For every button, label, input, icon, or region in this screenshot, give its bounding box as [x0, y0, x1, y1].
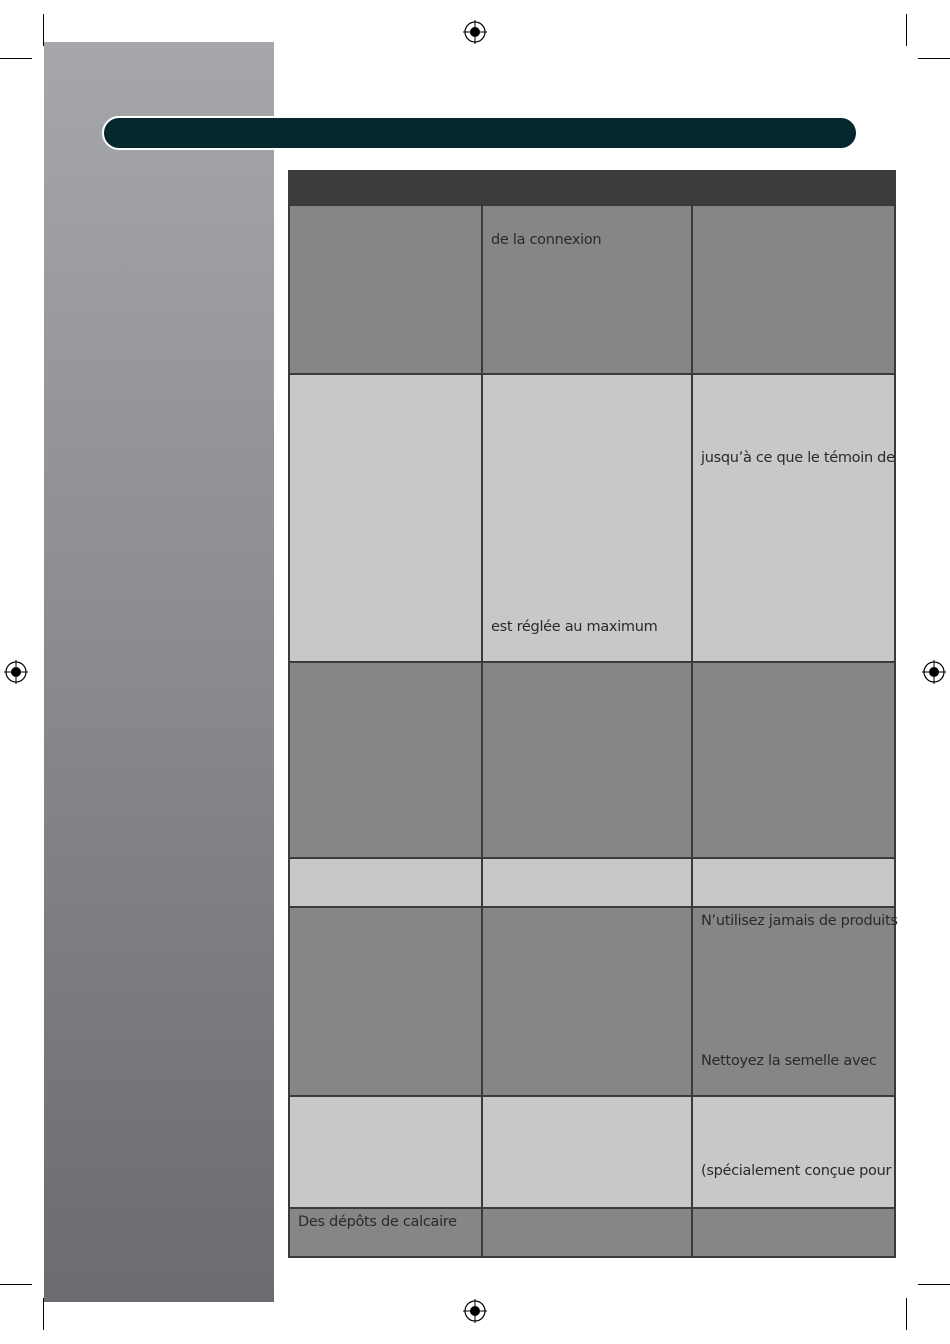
table-row: [289, 907, 895, 1096]
table-cell: [692, 1208, 895, 1257]
table-row: [289, 662, 895, 858]
table-cell: [482, 374, 692, 662]
table-cell: [289, 662, 482, 858]
header-cell: [289, 171, 482, 205]
crop-mark: [906, 1298, 907, 1330]
registration-mark-icon: [4, 660, 28, 684]
cell-text: Des dépôts de calcaire: [298, 1214, 457, 1230]
table-cell: [692, 907, 898, 1096]
registration-mark-icon: [463, 20, 487, 44]
cell-text: de la connexion: [491, 232, 602, 248]
crop-mark: [0, 1284, 32, 1285]
table-cell: [289, 858, 482, 907]
crop-mark: [906, 14, 907, 46]
table-cell: [482, 907, 692, 1096]
header-cell: [482, 171, 692, 205]
crop-mark: [918, 58, 950, 59]
crop-mark: [43, 1298, 44, 1330]
crop-mark: [918, 1284, 950, 1285]
table-cell: [692, 374, 895, 662]
troubleshooting-table: [288, 170, 896, 1258]
title-banner: [102, 116, 858, 150]
table-row: [289, 374, 895, 662]
table-cell: [692, 205, 895, 374]
table-row: [289, 858, 895, 907]
table-cell: [289, 205, 482, 374]
registration-mark-icon: [922, 660, 946, 684]
table-cell: [289, 907, 482, 1096]
cell-text: Nettoyez la semelle avec: [701, 1053, 877, 1069]
crop-mark: [0, 58, 32, 59]
header-cell: [692, 171, 895, 205]
table-cell: [289, 374, 482, 662]
cell-text: jusqu’à ce que le témoin de: [701, 450, 895, 466]
table-cell: [692, 662, 895, 858]
table-row: [289, 205, 895, 374]
table-cell: [692, 858, 895, 907]
registration-mark-icon: [463, 1299, 487, 1323]
cell-text: est réglée au maximum: [491, 619, 658, 635]
table-cell: [289, 1096, 482, 1208]
table-row: [289, 1208, 895, 1257]
table-cell: [482, 1208, 692, 1257]
table-cell: [482, 1096, 692, 1208]
table-cell: [692, 1096, 895, 1208]
table-cell: [482, 662, 692, 858]
table-header-row: [289, 171, 895, 205]
table-cell: [289, 1208, 482, 1257]
table-cell: [482, 205, 692, 374]
table-row: [289, 1096, 895, 1208]
side-panel: [44, 42, 274, 1302]
cell-text: N’utilisez jamais de produits: [701, 913, 898, 929]
table-cell: [482, 858, 692, 907]
cell-text: (spécialement conçue pour: [701, 1163, 892, 1179]
